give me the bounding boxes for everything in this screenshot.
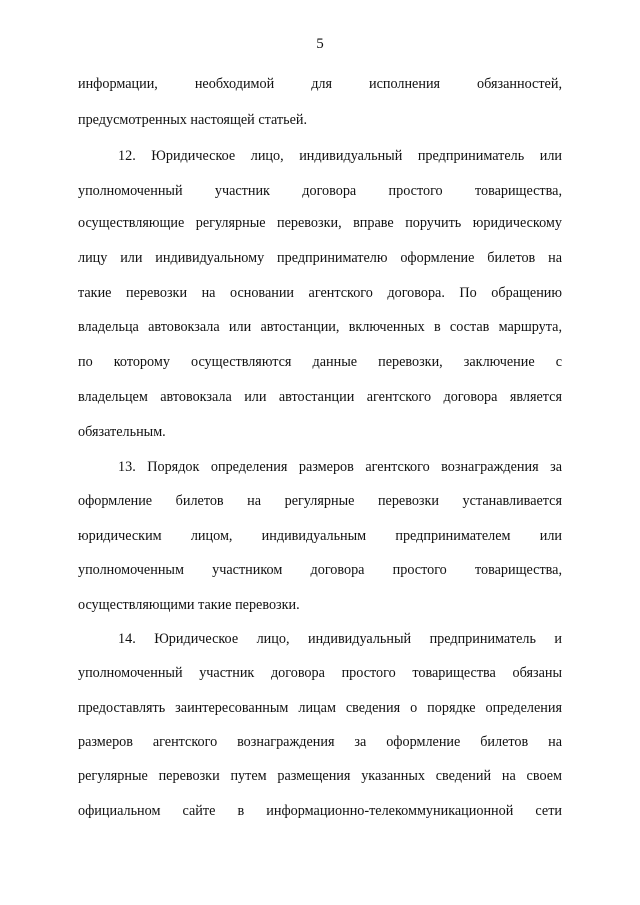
page-number: 5 (316, 36, 324, 52)
text-line: уполномоченным участником договора простого товарищества, (78, 562, 562, 578)
text-line: обязательным. (78, 424, 166, 440)
text-line: такие перевозки на основании агентского договора. По обращению (78, 285, 562, 301)
text-line: владельцем автовокзала или автостанции агентского договора является (78, 389, 562, 405)
text-line: предусмотренных настоящей статьей. (78, 112, 308, 128)
text-line: информации, необходимой для исполнения обязанностей, (78, 76, 562, 92)
text-line: осуществляющие регулярные перевозки, вправе поручить юридическому (78, 215, 562, 231)
text-line: официальном сайте в информационно-телекоммуникационной сети (78, 803, 562, 819)
text-line: по которому осуществляются данные перевозки, заключение с (78, 354, 562, 370)
text-line: размеров агентского вознаграждения за оформление билетов на (78, 734, 562, 750)
text-line: уполномоченный участник договора простого товарищества обязаны (78, 665, 562, 681)
paragraph-13-start: 13. Порядок определения размеров агентского вознаграждения за (118, 459, 562, 475)
text-line: юридическим лицом, индивидуальным предпринимателем или (78, 528, 562, 544)
text-line: осуществляющими такие перевозки. (78, 597, 300, 613)
text-line: уполномоченный участник договора простого товарищества, (78, 183, 562, 199)
text-line: оформление билетов на регулярные перевозки устанавливается (78, 493, 562, 509)
paragraph-12-start: 12. Юридическое лицо, индивидуальный предприниматель или (118, 148, 562, 164)
text-line: владельца автовокзала или автостанции, включенных в состав маршрута, (78, 319, 562, 335)
text-line: регулярные перевозки путем размещения указанных сведений на своем (78, 768, 562, 784)
text-line: лицу или индивидуальному предпринимателю оформление билетов на (78, 250, 562, 266)
text-line: предоставлять заинтересованным лицам сведения о порядке определения (78, 700, 562, 716)
paragraph-14-start: 14. Юридическое лицо, индивидуальный предприниматель и (118, 631, 562, 647)
